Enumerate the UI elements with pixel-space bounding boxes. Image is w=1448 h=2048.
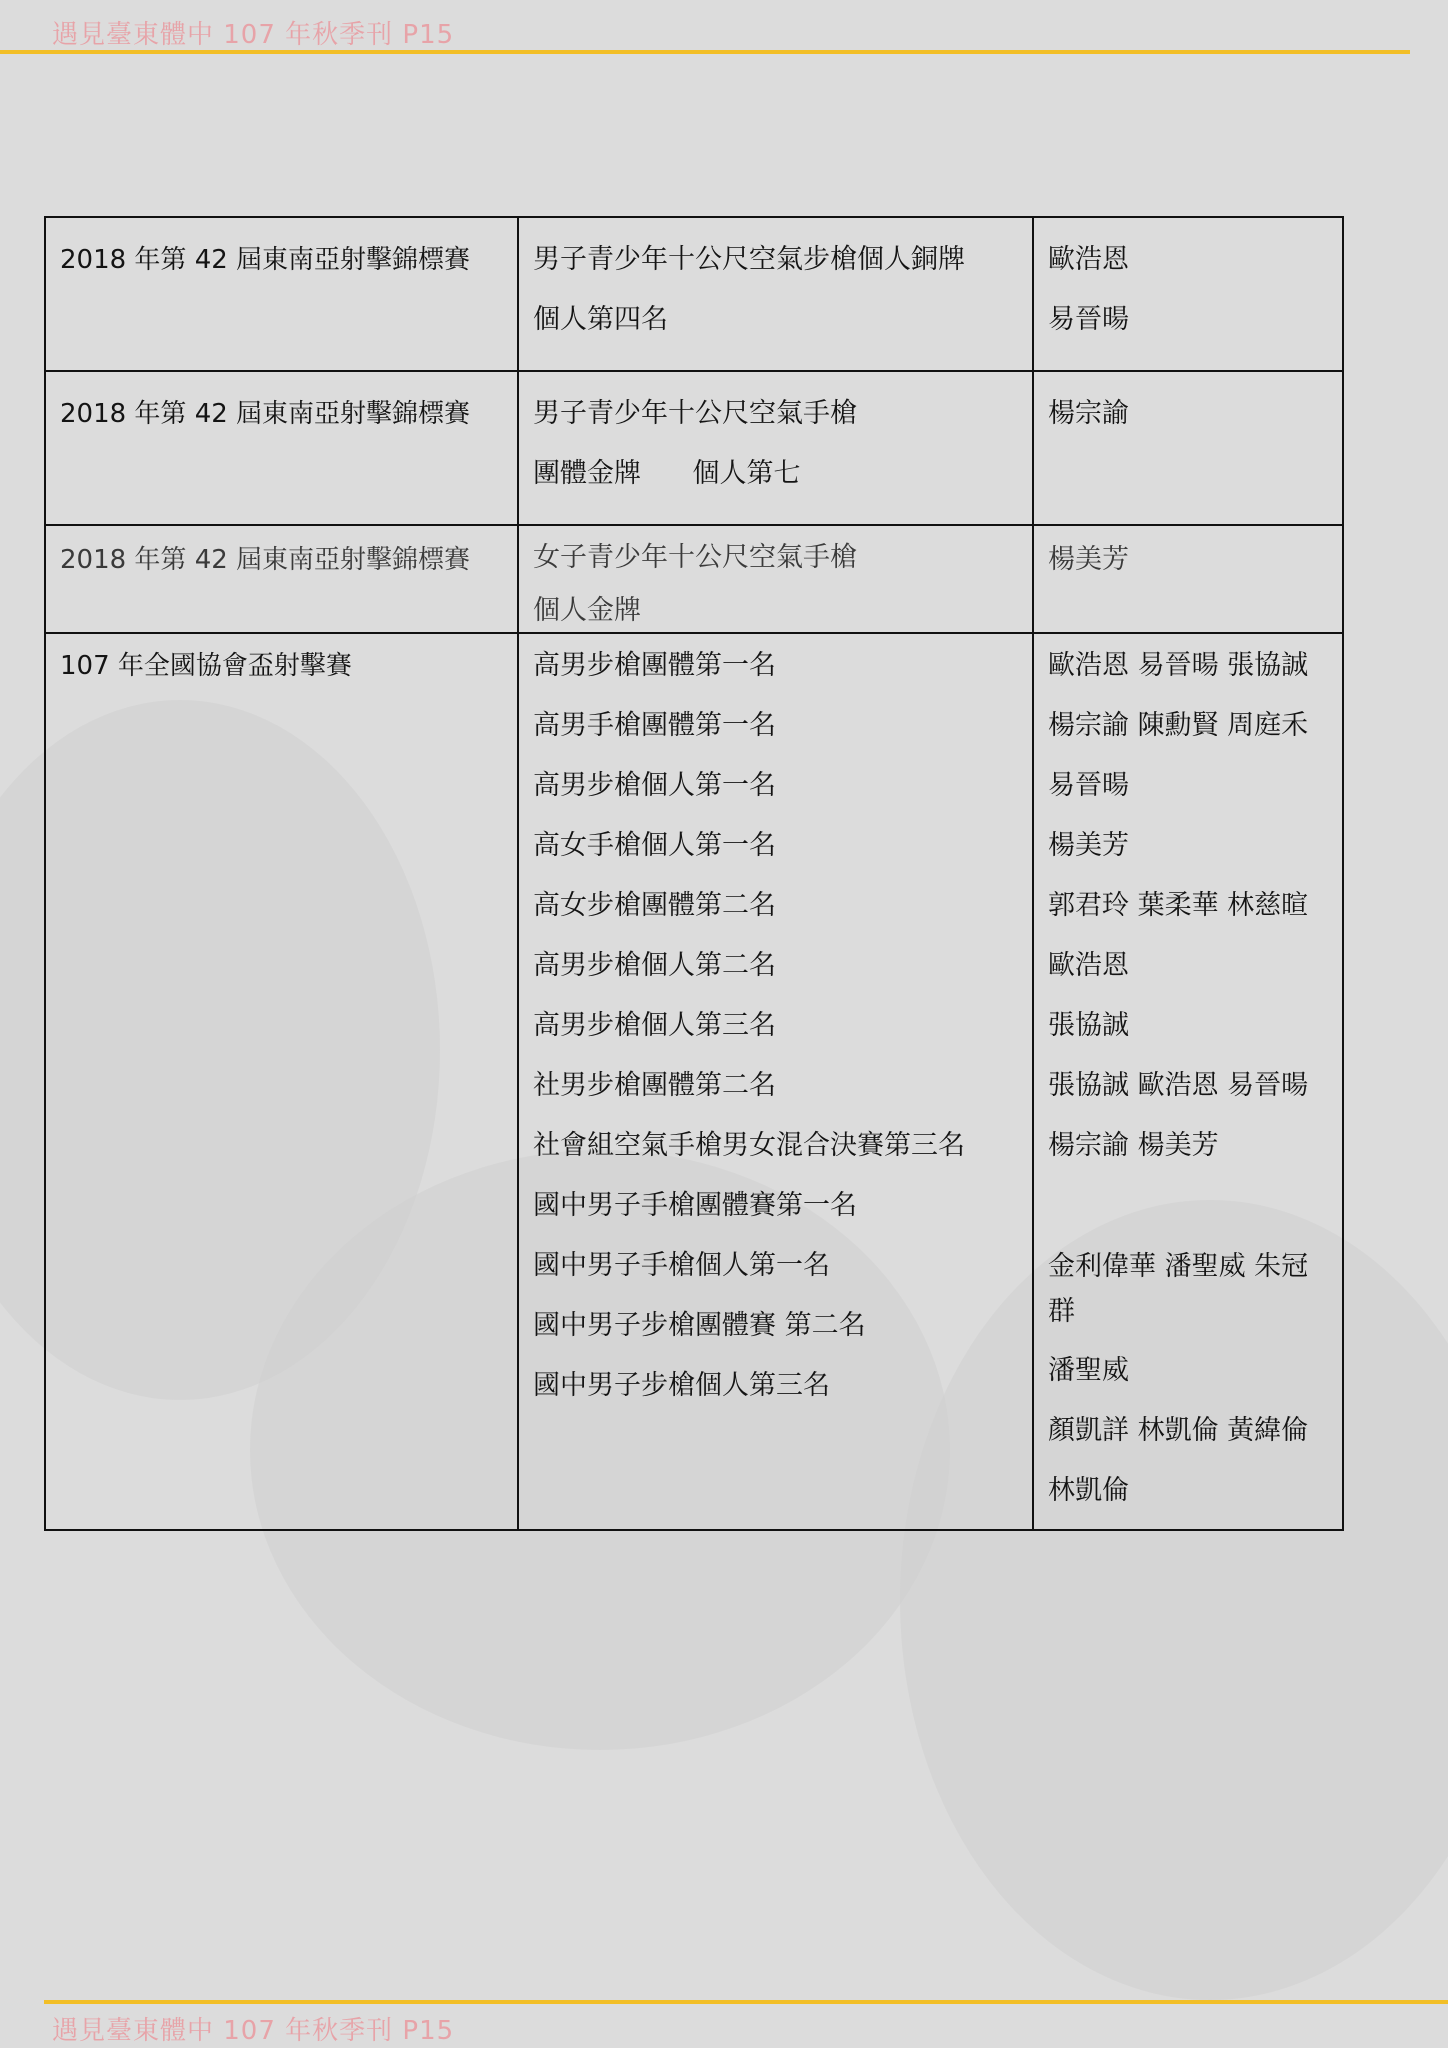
result-line: 國中男子步槍團體賽 第二名	[533, 1310, 866, 1341]
result-cell	[518, 217, 1033, 371]
page-header: 遇見臺東體中 107 年秋季刊 P15	[52, 20, 455, 50]
result-cell	[518, 371, 1033, 525]
awards-table	[44, 216, 1344, 1531]
result-line: 高男步槍個人第二名	[533, 950, 776, 981]
page-footer: 遇見臺東體中 107 年秋季刊 P15	[52, 2016, 455, 2046]
athlete-line: 易晉暘	[1048, 770, 1129, 801]
result-line: 高女步槍團體第二名	[533, 890, 776, 921]
table-row	[45, 217, 1343, 371]
athlete-cell	[1033, 217, 1343, 371]
result-line: 社會組空氣手槍男女混合決賽第三名	[533, 1130, 965, 1161]
athlete-cell	[1033, 633, 1343, 1530]
result-line: 高男步槍個人第三名	[533, 1010, 776, 1041]
result-cell	[518, 525, 1033, 633]
athlete-line: 楊美芳	[1048, 830, 1129, 861]
result-line: 高男步槍團體第一名	[533, 650, 776, 681]
athlete-line: 顏凱詳 林凱倫 黃緯倫	[1048, 1415, 1309, 1446]
event-name: 107 年全國協會盃射擊賽	[60, 651, 352, 681]
athlete-line: 潘聖威	[1048, 1355, 1129, 1386]
result-line: 個人金牌	[533, 595, 641, 626]
table-row	[45, 525, 1343, 633]
athlete-line: 易晉暘	[1048, 304, 1129, 335]
result-cell	[518, 633, 1033, 1530]
athlete-line: 金利偉華 潘聖威 朱冠群	[1048, 1251, 1309, 1327]
result-line: 男子青少年十公尺空氣手槍	[533, 398, 857, 429]
athlete-line: 林凱倫	[1048, 1475, 1129, 1506]
athlete-line: 張協誠 歐浩恩 易晉暘	[1048, 1070, 1309, 1101]
result-line: 女子青少年十公尺空氣手槍	[533, 542, 857, 573]
footer-divider	[44, 2000, 1448, 2004]
athlete-line: 張協誠	[1048, 1010, 1129, 1041]
athlete-line: 歐浩恩	[1048, 950, 1129, 981]
result-line: 國中男子步槍個人第三名	[533, 1370, 830, 1401]
result-line: 男子青少年十公尺空氣步槍個人銅牌	[533, 244, 965, 275]
result-line: 國中男子手槍團體賽第一名	[533, 1190, 857, 1221]
result-line: 高男手槍團體第一名	[533, 710, 776, 741]
athlete-cell	[1033, 371, 1343, 525]
event-cell	[45, 633, 518, 1530]
event-name: 2018 年第 42 屆東南亞射擊錦標賽	[60, 545, 471, 575]
athlete-cell	[1033, 525, 1343, 633]
event-cell	[45, 525, 518, 633]
athlete-line: 歐浩恩 易晉暘 張協誠	[1048, 650, 1309, 681]
athlete-line: 楊宗諭	[1048, 398, 1129, 429]
result-line: 高女手槍個人第一名	[533, 830, 776, 861]
athlete-line: 楊美芳	[1048, 544, 1129, 575]
result-line: 個人第四名	[533, 304, 668, 335]
event-cell	[45, 217, 518, 371]
athlete-line: 楊宗諭 楊美芳	[1048, 1130, 1219, 1161]
result-line: 國中男子手槍個人第一名	[533, 1250, 830, 1281]
result-line: 社男步槍團體第二名	[533, 1070, 776, 1101]
table-row	[45, 633, 1343, 1530]
header-divider	[0, 50, 1410, 54]
event-name: 2018 年第 42 屆東南亞射擊錦標賽	[60, 245, 471, 275]
table-row	[45, 371, 1343, 525]
athlete-line: 歐浩恩	[1048, 244, 1129, 275]
athlete-line: 郭君玲 葉柔華 林慈暄	[1048, 890, 1309, 921]
athlete-line	[1048, 1176, 1328, 1236]
event-cell	[45, 371, 518, 525]
result-line: 團體金牌 個人第七	[533, 458, 801, 489]
event-name: 2018 年第 42 屆東南亞射擊錦標賽	[60, 399, 471, 429]
athlete-line: 楊宗諭 陳勳賢 周庭禾	[1048, 710, 1309, 741]
result-line: 高男步槍個人第一名	[533, 770, 776, 801]
